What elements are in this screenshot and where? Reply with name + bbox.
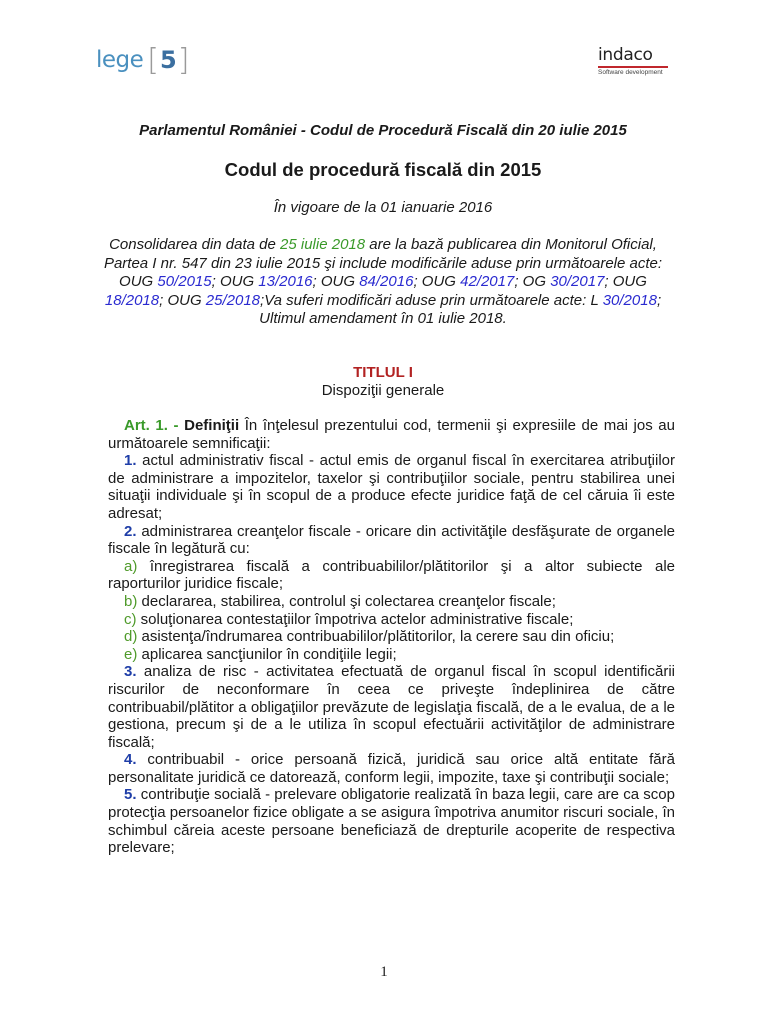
indaco-logo-underline <box>598 66 668 68</box>
act-link-og-30-2017[interactable]: 30/2017 <box>550 273 605 290</box>
indaco-logo <box>598 46 670 76</box>
list-item: a) înregistrarea fiscală a contribuabililor/plătitorilor şi a altor subiecte ale raporturilor juridice fiscale; <box>108 557 675 593</box>
act-link-oug-84-2016[interactable]: 84/2016 <box>359 273 414 290</box>
lege-logo-word: lege <box>96 47 144 73</box>
last-amendment: Ultimul amendament în 01 iulie 2018. <box>259 310 507 327</box>
lege5-logo <box>96 44 189 76</box>
list-item: 2. administrarea creanţelor fiscale - oricare din activităţile desfăşurate de organele fiscale în legătură cu: <box>108 522 675 558</box>
title-heading: TITLUL I <box>353 364 413 381</box>
page-number: 1 <box>380 964 388 980</box>
act-link-oug-18-2018[interactable]: 18/2018 <box>104 291 160 309</box>
document-title: Codul de procedură fiscală din 2015 <box>224 159 542 180</box>
act-link-oug-13-2016[interactable]: 13/2016 <box>258 273 313 290</box>
indaco-logo-tagline: Software development <box>598 69 663 76</box>
lege-logo-number: 5 <box>160 46 177 74</box>
list-item: 3. analiza de risc - activitatea efectuată de organul fiscal în scopul identificării riscurilor de neconformare în ceea ce priveşte îndeplinirea de către contribuabil/plătitor a obligaţiilor prevăzute de legislaţia fiscală, de a le evalua, de a le gestiona, precum şi de a le utiliza în scopul efectuării activităţilor de administrare fiscală; <box>108 663 675 751</box>
list-item: 1. actul administrativ fiscal - actul emis de organul fiscal în exercitarea atribuţiilor de administrare a impozitelor, taxelor şi contribuţiilor sociale, pentru stabilirea unei situaţii individuale şi în scopul de a produce efecte juridice faţă de cel căruia îi este adresat; <box>108 452 675 522</box>
list-item: 5. contribuţie socială - prelevare obligatorie realizată în baza legii, care are ca scop protecţia persoanelor fizice obligate a se asigura împotriva anumitor riscuri sociale, în schimbul căreia aceste persoane beneficiază de drepturile acoperite de respectiva prelevare; <box>108 786 675 857</box>
title-subheading: Dispoziţii generale <box>321 382 445 399</box>
indaco-logo-name: indaco <box>598 45 653 65</box>
list-item: 4. contribuabil - orice persoană fizică, juridică sau orice altă entitate fără personalitate juridică ce datorează, conform legii, impozite, taxe şi contribuţii sociale; <box>108 751 675 786</box>
article-intro: Art. 1. - Definiţii În înţelesul prezentului cod, termenii şi expresiile de mai jos au următoarele semnificaţii: <box>108 417 675 452</box>
consolidation-note: Consolidarea din data de 25 iulie 2018 are la bază publicarea din Monitorul Oficial, Partea I nr. 547 din 23 iulie 2015 şi include modificările aduse prin următoarele acte: OUG 50/2015; OUG 13/2016; OUG 84/2016; OUG 42/2017; OG 30/2017; OUG 18/2018; OUG 25/2018;Va suferi modificări aduse prin următoarele acte: L 30/2018; Ultimul amendament în 01 iulie 2018. <box>103 236 663 327</box>
lege-logo-badge: [ 5 ] <box>147 42 190 78</box>
article-body <box>108 417 675 857</box>
act-link-oug-50-2015[interactable]: 50/2015 <box>157 273 212 290</box>
list-item: c) soluţionarea contestaţiilor împotriva actelor administrative fiscale; <box>124 610 574 628</box>
act-link-oug-42-2017[interactable]: 42/2017 <box>460 273 515 290</box>
act-link-l-30-2018[interactable]: 30/2018 <box>602 291 657 309</box>
act-link-oug-25-2018[interactable]: 25/2018 <box>205 291 261 309</box>
list-item: b) declararea, stabilirea, controlul şi colectarea creanţelor fiscale; <box>124 592 556 610</box>
article-label[interactable]: Art. 1. - <box>124 417 179 434</box>
consolidation-date: 25 iulie 2018 <box>280 236 366 253</box>
list-item: d) asistenţa/îndrumarea contribuabililor/plătitorilor, la cerere sau din oficiu; <box>124 628 615 646</box>
in-force-date: În vigoare de la 01 ianuarie 2016 <box>273 199 493 216</box>
list-item: e) aplicarea sancţiunilor în condiţiile legii; <box>124 645 397 663</box>
document-header: Parlamentul României - Codul de Procedură Fiscală din 20 iulie 2015 <box>139 122 627 139</box>
article-heading: Definiţii <box>184 417 240 434</box>
